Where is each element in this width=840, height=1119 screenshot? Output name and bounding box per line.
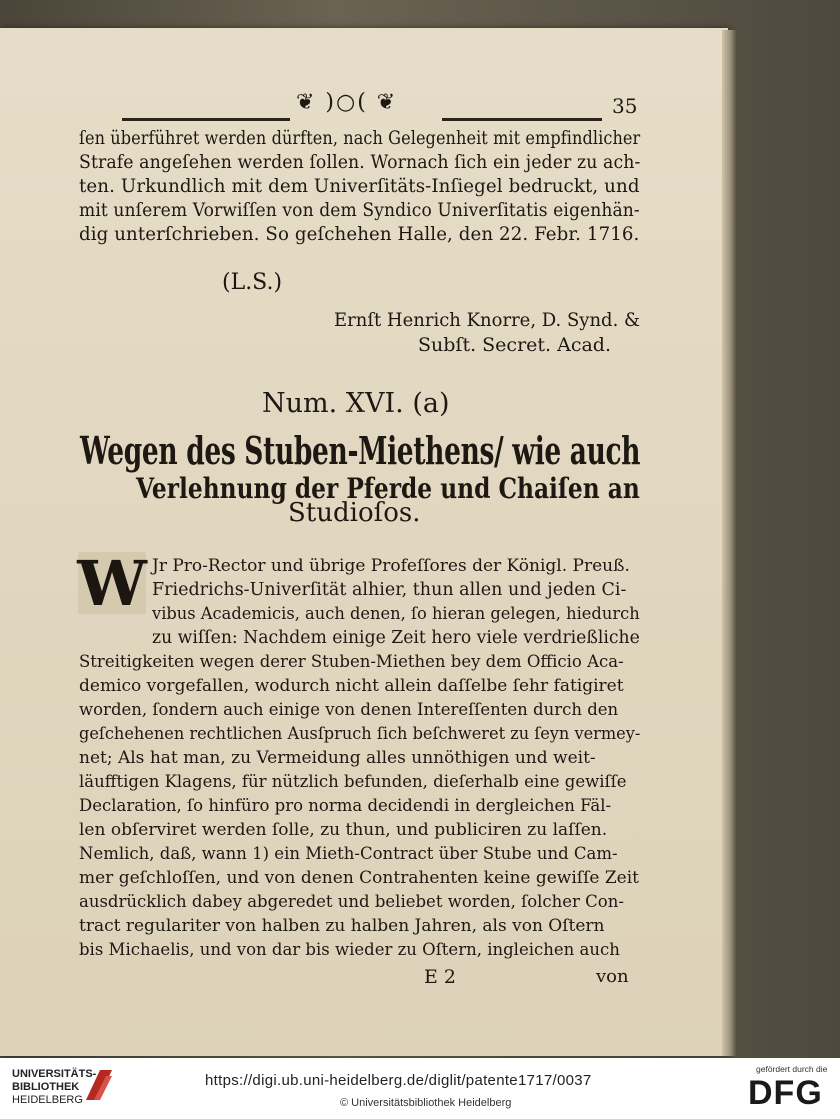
text-line: mit unſerem Vorwiſſen von dem Syndico Univerſitatis eigenhän- xyxy=(79,200,640,221)
seal-mark: (L.S.) xyxy=(222,270,283,295)
body-line: mer geſchloſſen, und von denen Contrahenten keine gewiſſe Zeit xyxy=(79,868,639,888)
header-ornament: ❦ )○( ❦ xyxy=(296,90,398,115)
body-line: bis Michaelis, und von dar bis wieder zu Oſtern, ingleichen auch xyxy=(79,940,620,959)
header-rule-left xyxy=(122,118,290,121)
heading-line-1: Wegen des Stuben-Miethens/ wie auch xyxy=(80,428,641,473)
body-line: Jr Pro-Rector und übrige Profeſſores der Königl. Preuß. xyxy=(152,556,630,576)
library-name-line: HEIDELBERG xyxy=(12,1094,83,1106)
text-line: ſen überführet werden dürften, nach Gelegenheit mit empfindlicher xyxy=(79,128,641,149)
signature-name: Ernſt Henrich Knorre, D. Synd. & xyxy=(334,309,641,331)
page-number: 35 xyxy=(612,94,638,118)
body-line: Nemlich, daß, wann 1) ein Mieth-Contract über Stube und Cam- xyxy=(79,844,618,863)
library-name-line: BIBLIOTHEK xyxy=(12,1081,80,1093)
body-line: Declaration, ſo hinfüro pro norma decidendi in dergleichen Fäl- xyxy=(79,796,612,815)
heading-line-3: Studioſos. xyxy=(288,498,421,528)
body-line: net; Als hat man, zu Vermeidung alles unnöthigen und weit- xyxy=(79,748,596,768)
text-line: dig unterſchrieben. So geſchehen Halle, den 22. Febr. 1716. xyxy=(79,224,640,245)
dfg-logo[interactable]: DFG xyxy=(748,1074,823,1112)
viewer-footer xyxy=(0,1058,840,1119)
catchword: von xyxy=(596,966,629,987)
body-line: zu wiſſen: Nachdem einige Zeit hero viele verdrießliche xyxy=(152,628,640,648)
body-line: demico vorgefallen, wodurch nicht allein daſſelbe ſehr fatigiret xyxy=(79,676,624,696)
body-line: vibus Academicis, auch denen, ſo hieran gelegen, hiedurch xyxy=(152,604,640,624)
text-line: ten. Urkundlich mit dem Univerſitäts-Inſiegel bedruckt, und xyxy=(79,176,640,197)
body-line: geſchehenen rechtlichen Ausſpruch ſich beſchweret zu ſeyn vermey- xyxy=(79,724,641,743)
library-emblem-icon xyxy=(84,1066,114,1102)
page-edge xyxy=(722,30,736,1056)
body-line: worden, ſondern auch einige von denen Intereſſenten durch den xyxy=(79,700,619,719)
signature-mark: E 2 xyxy=(424,966,456,988)
heading-line-2: Verlehnung der Pferde und Chaiſen an xyxy=(136,472,640,505)
section-number: Num. XVI. (a) xyxy=(262,388,450,419)
text-line: Strafe angeſehen werden ſollen. Wornach ſich ein jeder zu ach- xyxy=(79,152,641,173)
body-line: tract regulariter von halben zu halben Jahren, als von Oſtern xyxy=(79,916,605,936)
funding-label: gefördert durch die xyxy=(756,1064,828,1074)
header-rule-right xyxy=(442,118,602,121)
drop-cap-initial: W xyxy=(77,546,147,620)
library-name-line: UNIVERSITÄTS- xyxy=(12,1068,97,1080)
copyright-notice: © Universitätsbibliothek Heidelberg xyxy=(340,1097,512,1109)
body-line: Friedrichs-Univerſität alhier, thun allen und jeden Ci- xyxy=(152,580,627,600)
permalink-url[interactable]: https://digi.ub.uni-heidelberg.de/diglit/patente1717/0037 xyxy=(205,1072,592,1089)
body-line: Streitigkeiten wegen derer Stuben-Miethen bey dem Officio Aca- xyxy=(79,652,624,671)
body-line: len obſerviret werden ſolle, zu thun, und publiciren zu laſſen. xyxy=(79,820,608,840)
body-line: läufftigen Klagens, für nützlich befunden, dieſerhalb eine gewiſſe xyxy=(79,772,627,791)
signature-title: Subſt. Secret. Acad. xyxy=(418,334,611,356)
body-line: ausdrücklich dabey abgeredet und beliebet worden, ſolcher Con- xyxy=(79,892,624,911)
